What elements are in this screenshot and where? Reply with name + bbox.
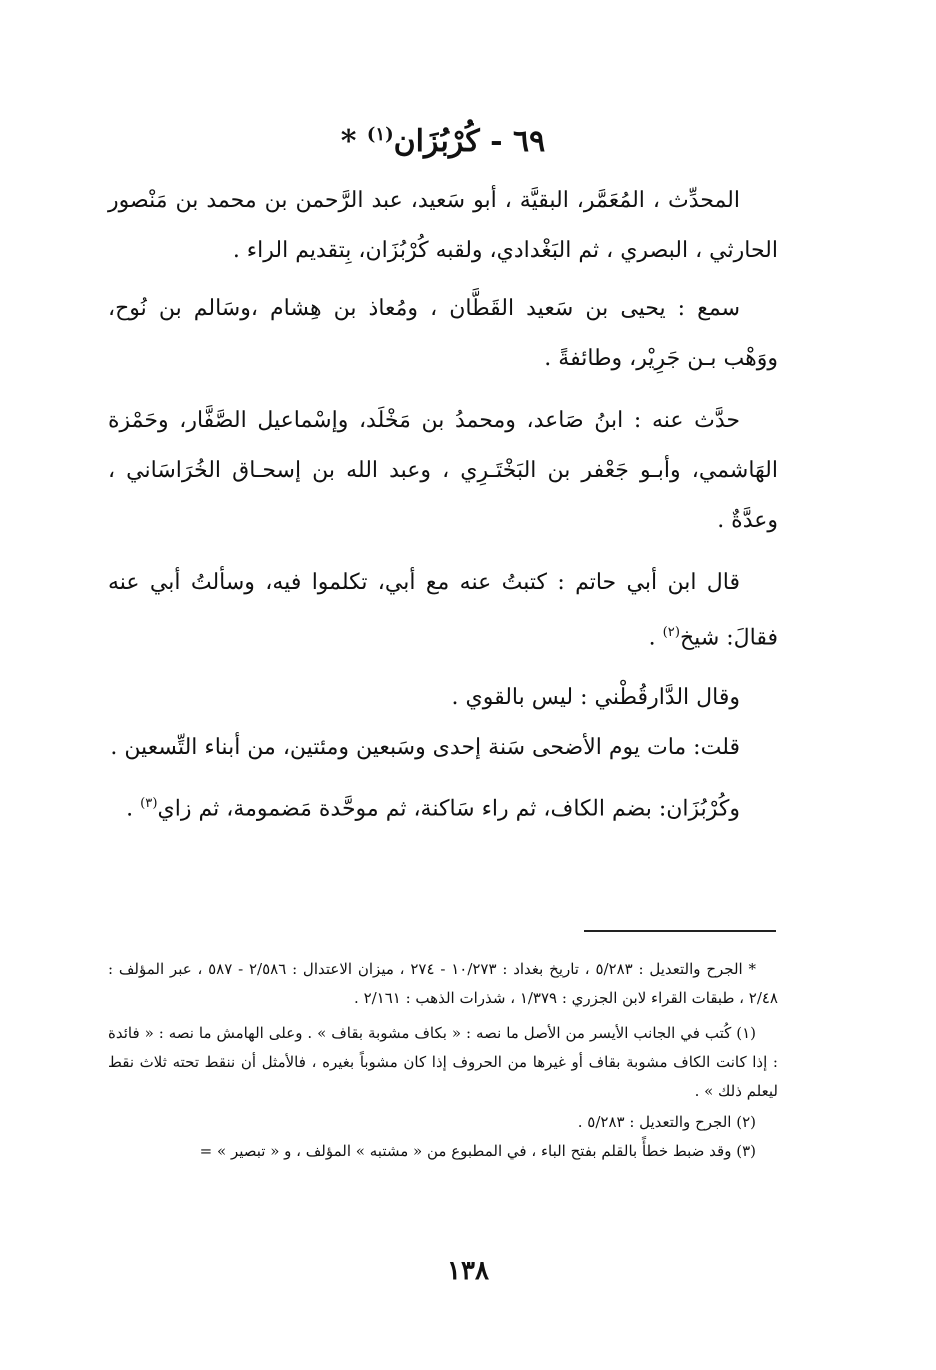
paragraph-students: حدَّث عنه : ابنُ صَاعد، ومحمدُ بن مَخْلَد، وإسْماعيل الصَّفَّار، وحَمْزة الهَاشمي، وأبـو جَعْفر بن البَخْتَـرِي ، وعبد الله بن إسحـاق الخُرَاسَاني ، وعدَّةٌ . (108, 408, 778, 533)
paragraph-teachers: سمع : يحيى بن سَعيد القَطَّان ، ومُعاذ بن هِشام ،وسَالم بن نُوح، ووَهْب بـن جَرِيْر، وطائفةً . (108, 296, 778, 371)
entry-title (108, 112, 778, 165)
body-text (108, 176, 778, 835)
footnote-3: (٣) وقد ضبط خطأً بالقلم بفتح الباء ، في المطبوع من « مشتبه » المؤلف ، و « تبصير » = (199, 1142, 756, 1160)
entry-title-text: ٦٩ - كُرْبُزَان (393, 124, 546, 159)
paragraph-abi-hatim-text: قال ابن أبي حاتم : كتبتُ عنه مع أبي، تكلموا فيه، وسألتُ أبي عنه فقالَ: شيخ (108, 570, 778, 651)
paragraph-abi-hatim (108, 558, 778, 663)
note-ref-2: (٢) (662, 625, 680, 640)
footnote-sources: * الجرح والتعديل : ٥/٢٨٣ ، تاريخ بغداد : ١٠/٢٧٣ - ٢٧٤ ، ميزان الاعتدال : ٢/٥٨٦ - ٥٨٧ ، عبر المؤلف : ٢/٤٨ ، طبقات القراء لابن الجزري : ١/٣٧٩ ، شذرات الذهب : ٢/١٦١ . (108, 960, 778, 1007)
paragraph-spelling-end: . (126, 796, 141, 822)
paragraph-abi-hatim-end: . (648, 625, 663, 651)
paragraph-spelling-text: وكُرْبُزَان: بضم الكاف، ثم راء سَاكنة، ثم موحَّدة مَضمومة، ثم زاي (157, 796, 740, 822)
title-note-ref: (١) (366, 124, 394, 145)
footnotes (108, 955, 778, 1166)
footnote-divider (584, 930, 776, 932)
paragraph-spelling (108, 779, 778, 834)
note-ref-3: (٣) (140, 796, 158, 812)
paragraph-daraqutni: وقال الدَّارقُطْني : ليس بالقوي . (451, 685, 740, 711)
paragraph-identity: المحدِّث ، المُعَمَّر، البقيَّة ، أبو سَعيد، عبد الرَّحمن بن محمد بن مَنْصور الحارثي ، البصري ، ثم البَغْدادي، ولقبه كُرْبُزَان، بِتقديم الراء . (108, 188, 778, 263)
star-marker: * (340, 124, 357, 159)
page-number: ١٣٨ (447, 1256, 489, 1286)
footnote-1: (١) كُتب في الجانب الأيسر من الأصل ما نصه : « بكاف مشوبة بقاف » . وعلى الهامش ما نصه : « فائدة : إذا كانت الكاف مشوبة بقاف أو غيرها من الحروف إذا كان مشوباً بغيره ، فالأمثل أن ننقط تحته ثلاث نقط ليعلم ذلك » . (108, 1024, 778, 1100)
paragraph-death: قلت: مات يوم الأضحى سَنة إحدى وسَبعين ومئتين، من أبناء التِّسعين . (110, 735, 740, 761)
footnote-2: (٢) الجرح والتعديل : ٥/٢٨٣ . (577, 1113, 756, 1131)
